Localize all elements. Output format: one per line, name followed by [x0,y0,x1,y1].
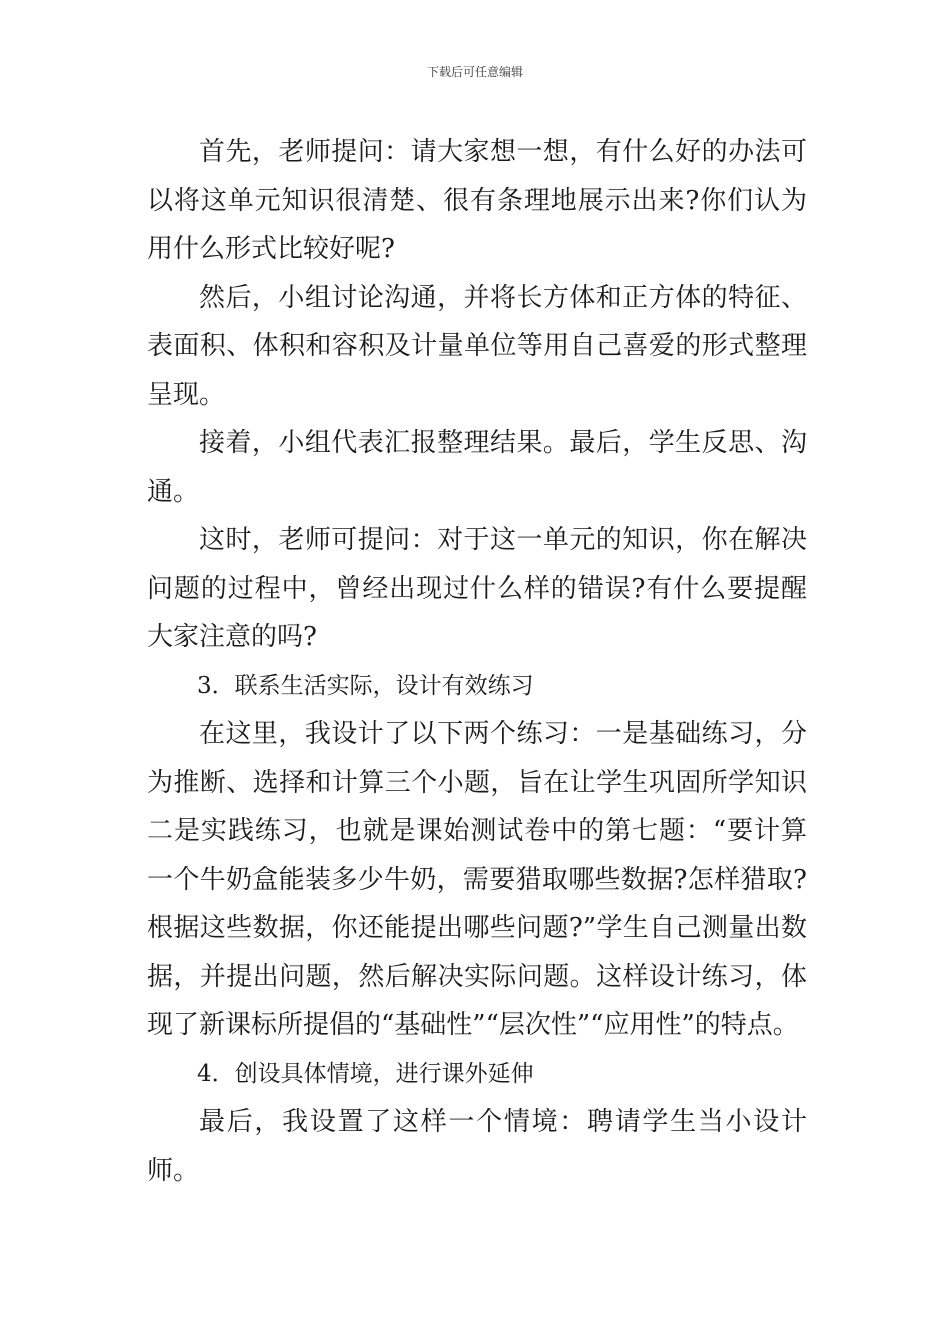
page-header: 下载后可任意编辑 [426,65,523,79]
document-body [147,128,807,1195]
paragraph-group-report: 接着，小组代表汇报整理结果。最后，学生反思、沟通。 [147,428,807,507]
section-heading-4: 4．创设具体情境，进行课外延伸 [197,1060,534,1087]
paragraph-group-discussion: 然后，小组讨论沟通，并将长方体和正方体的特征、表面积、体积和容积及计量单位等用自己喜爱的形式整理呈现。 [147,282,807,410]
paragraph-exercises: 在这里，我设计了以下两个练习：一是基础练习，分为推断、选择和计算三个小题，旨在让学生巩固所学知识二是实践练习，也就是课始测试卷中的第七题：“要计算一个牛奶盒能装多少牛奶，需要猎取哪些数据?怎样猎取?根据这些数据，你还能提出哪些问题?”学生自己测量出数据，并提出问题，然后解决实际问题。这样设计练习，体现了新课标所提倡的“基础性”“层次性”“应用性”的特点。 [147,719,807,1040]
paragraph-final-scenario: 最后，我设置了这样一个情境：聘请学生当小设计师。 [147,1107,807,1186]
paragraph-teacher-followup: 这时，老师可提问：对于这一单元的知识，你在解决问题的过程中，曾经出现过什么样的错误?有什么要提醒大家注意的吗? [147,525,807,652]
section-heading-3: 3．联系生活实际，设计有效练习 [197,672,534,699]
paragraph-teacher-question: 首先，老师提问：请大家想一想，有什么好的办法可以将这单元知识很清楚、很有条理地展示出来?你们认为用什么形式比较好呢? [147,137,807,264]
